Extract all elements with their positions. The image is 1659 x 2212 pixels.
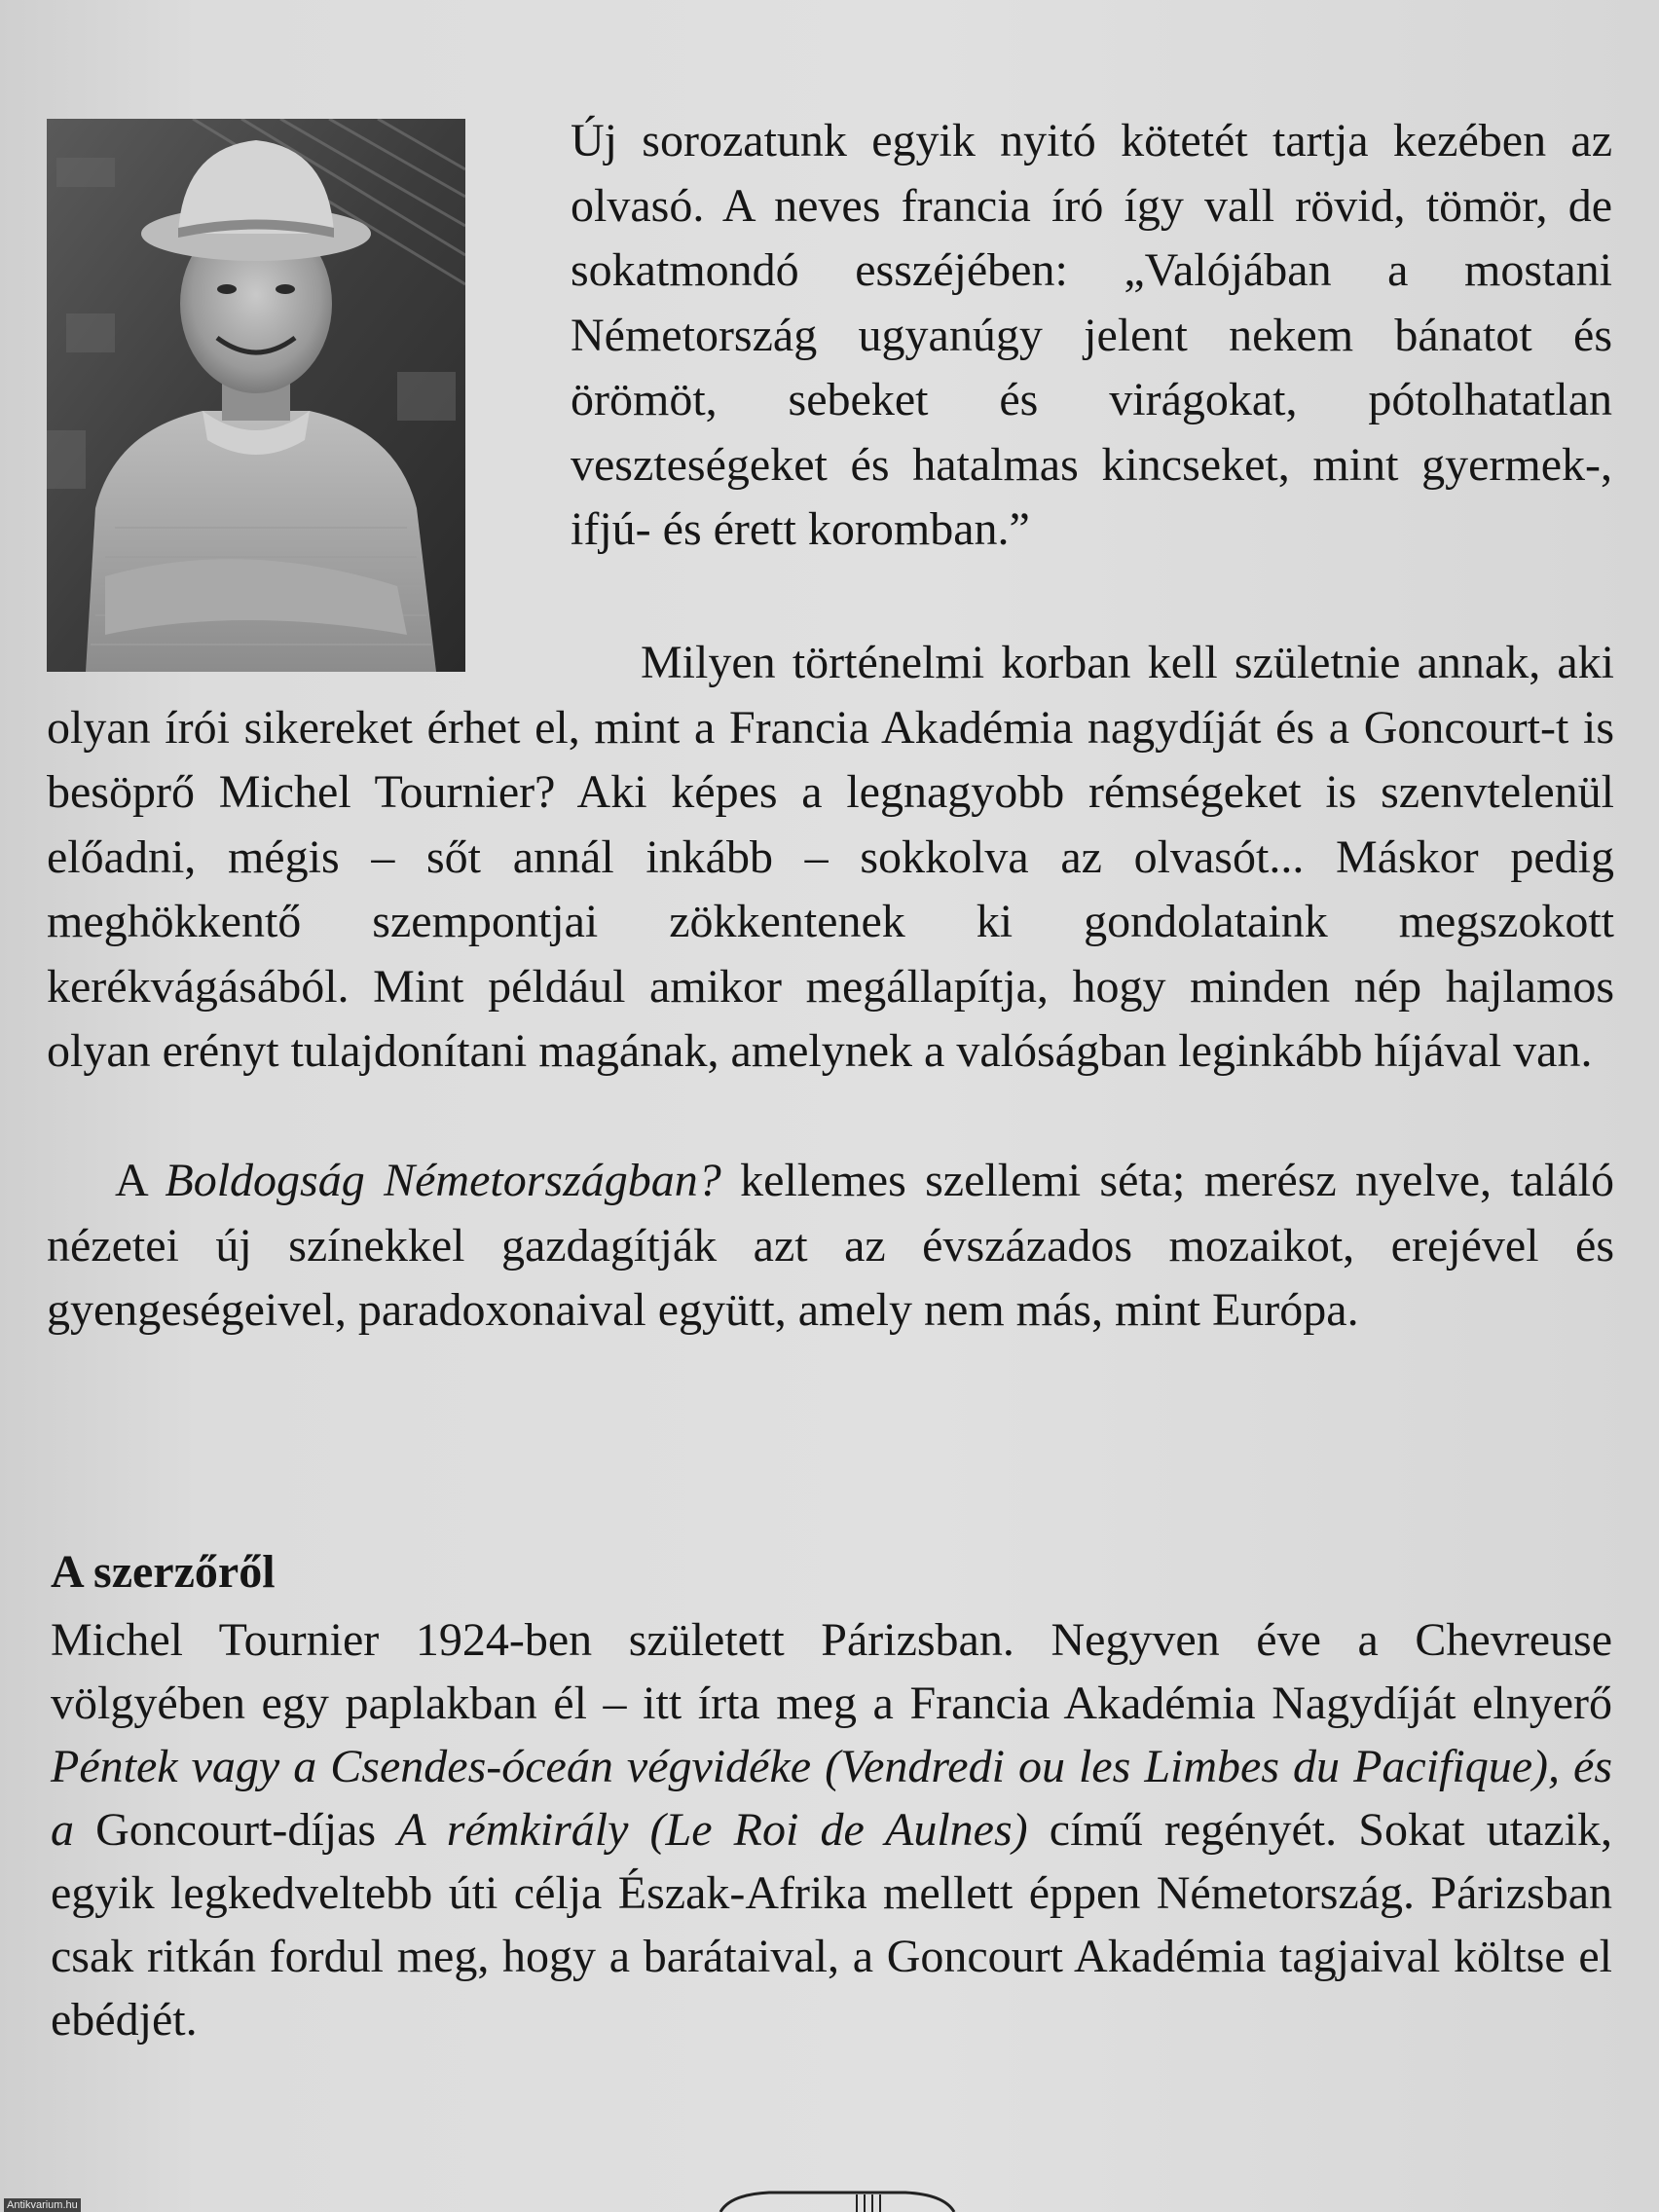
body-paragraph-text: Milyen történelmi korban kell születnie annak, aki olyan írói sikereket érhet el, mint a Francia Akadémia nagydíját és a Goncourt-t is besöprő Michel Tournier? Aki képes a legnagyobb rémségeket is szenvtelenül előadni, mégis – sőt annál inkább – sokkolva az olvasót... Máskor pedig meghökkentő szempontjai zökkentenek ki gondolataink megszokott kerékvágásából. Mint például amikor megállapítja, hogy minden nép hajlamos olyan erényt tulajdonítani magának, amelynek a valóságban leginkább híjával van.	[47, 637, 1614, 1077]
watermark: Antikvarium.hu	[4, 2198, 81, 2212]
bio-text-2: Goncourt-díjas	[74, 1804, 398, 1856]
body-paragraph-book-description	[47, 1149, 1614, 1344]
author-portrait-image	[47, 119, 465, 672]
book-title: Boldogság Németországban?	[165, 1155, 721, 1206]
bio-text-1: Michel Tournier 1924-ben született Párizsban. Negyven éve a Chevreuse völgyében egy paplakban él – itt írta meg a Francia Akadémia Nagydíját elnyerő	[51, 1614, 1612, 1729]
publisher-logo-fragment	[711, 2187, 964, 2212]
paragraph-rest: kellemes szellemi séta; merész nyelve, találó nézetei új színekkel gazdagítják azt az évszázados mozaikot, erejével és gyengeségeivel, paradoxonaival együtt, amely nem más, mint Európa.	[47, 1155, 1614, 1336]
work-title-vendredi: Péntek vagy a Csendes-óceán végvidéke (Vendredi ou les Limbes du Pacifique), és a	[51, 1741, 1612, 1856]
work-title-roi-des-aulnes: A rémkirály (Le Roi de Aulnes)	[397, 1804, 1028, 1856]
author-photo	[47, 119, 465, 672]
bio-text-3: című regényét. Sokat utazik, egyik legkedveltebb úti célja Észak-Afrika mellett éppen Németország. Párizsban csak ritkán fordul meg, hogy a barátaival, a Goncourt Akadémia tagjaival költse el ebédjét.	[51, 1804, 1613, 2046]
intro-paragraph: Új sorozatunk egyik nyitó kötetét tartja kezében az olvasó. A neves francia író így vall rövid, tömör, de sokatmondó esszéjében: „Valójában a mostani Németország ugyanúgy jelent nekem bánatot és örömöt, sebeket és virágokat, pótolhatatlan veszteségeket és hatalmas kincseket, mint gyermek-, ifjú- és érett koromban.”	[571, 115, 1612, 555]
author-biography-paragraph	[51, 1608, 1612, 2051]
section-heading-author: A szerzőről	[51, 1546, 276, 1598]
body-paragraph-tournier-success	[47, 631, 1614, 1085]
paragraph-prefix: A	[115, 1155, 166, 1206]
